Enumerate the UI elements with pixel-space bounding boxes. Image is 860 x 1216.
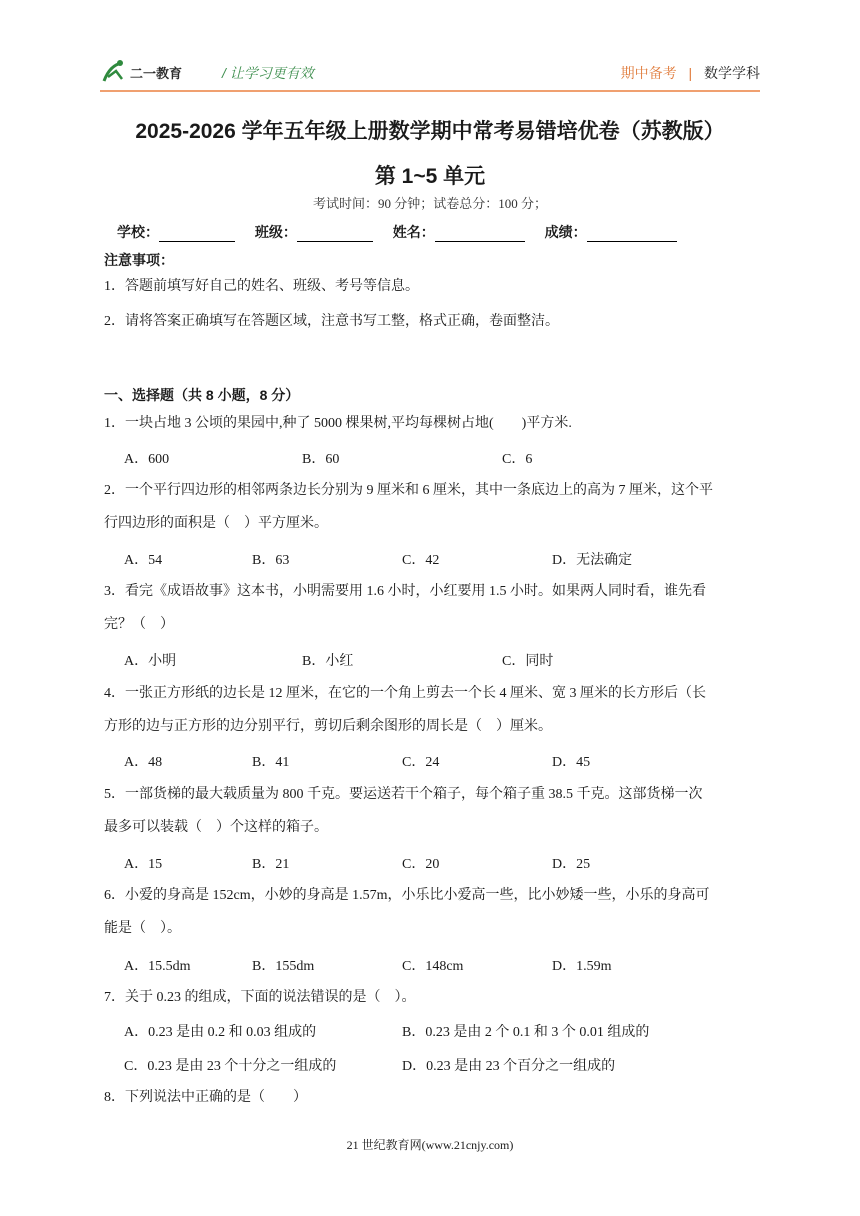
- question-2-cont: 行四边形的面积是（ ）平方厘米。: [104, 516, 328, 531]
- q3-option-a[interactable]: A．小明: [124, 654, 177, 669]
- score-label: 成绩：: [544, 224, 587, 240]
- q6-option-c[interactable]: C．148cm: [402, 959, 464, 974]
- paper-title: 2025-2026 学年五年级上册数学期中常考易错培优卷（苏教版）: [135, 120, 725, 143]
- q5-option-b[interactable]: B．21: [252, 857, 290, 872]
- paper-subtitle: 第 1~5 单元: [374, 165, 486, 188]
- note-item: 2．请将答案正确填写在答题区域，注意书写工整，格式正确，卷面整洁。: [104, 314, 559, 329]
- school-blank[interactable]: [159, 227, 235, 242]
- tag-separator: |: [688, 65, 693, 81]
- class-label: 班级：: [254, 224, 297, 240]
- name-blank[interactable]: [435, 227, 525, 242]
- name-label: 姓名：: [392, 224, 435, 240]
- q7-option-a[interactable]: A．0.23 是由 0.2 和 0.03 组成的: [124, 1025, 317, 1040]
- question-4: 4．一张正方形纸的边长是 12 厘米，在它的一个角上剪去一个长 4 厘米、宽 3 厘米的长方形后（长: [104, 686, 706, 701]
- q1-option-c[interactable]: C．6: [502, 452, 533, 467]
- header-tags: [621, 63, 760, 83]
- header-divider: [100, 90, 760, 92]
- q5-option-c[interactable]: C．20: [402, 857, 440, 872]
- page-header: [100, 55, 760, 95]
- class-blank[interactable]: [297, 227, 373, 242]
- q5-option-d[interactable]: D．25: [552, 857, 591, 872]
- note-item: 1．答题前填写好自己的姓名、班级、考号等信息。: [104, 279, 419, 294]
- q7-option-d[interactable]: D．0.23 是由 23 个百分之一组成的: [402, 1059, 616, 1074]
- q3-option-c[interactable]: C．同时: [502, 654, 554, 669]
- q7-option-b[interactable]: B．0.23 是由 2 个 0.1 和 3 个 0.01 组成的: [402, 1025, 650, 1040]
- question-6: 6．小爱的身高是 152cm，小妙的身高是 1.57m，小乐比小爱高一些，比小妙矮一些，小乐的身高可: [104, 888, 710, 903]
- logo-text: 二一教育: [130, 67, 183, 82]
- q3-option-b[interactable]: B．小红: [302, 654, 354, 669]
- q4-option-c[interactable]: C．24: [402, 755, 440, 770]
- slogan: / 让学习更有效: [222, 65, 314, 81]
- score-blank[interactable]: [587, 227, 677, 242]
- student-info: [117, 222, 693, 242]
- question-3: 3．看完《成语故事》这本书，小明需要用 1.6 小时，小红要用 1.5 小时。如果两人同时看，谁先看: [104, 584, 706, 599]
- question-4-cont: 方形的边与正方形的边分别平行，剪切后剩余图形的周长是（ ）厘米。: [104, 719, 552, 734]
- school-label: 学校：: [117, 224, 159, 240]
- question-1: 1．一块占地 3 公顷的果园中,种了 5000 棵果树,平均每棵树占地( )平方米.: [104, 416, 572, 431]
- q7-option-c[interactable]: C．0.23 是由 23 个十分之一组成的: [124, 1059, 337, 1074]
- page-footer: 21 世纪教育网(www.21cnjy.com): [346, 1138, 514, 1152]
- q2-option-c[interactable]: C．42: [402, 553, 440, 568]
- section-title: 一、选择题（共 8 小题，8 分）: [104, 387, 300, 403]
- tag-exam: 期中备考: [620, 65, 677, 81]
- q2-option-a[interactable]: A．54: [124, 553, 163, 568]
- question-5: 5．一部货梯的最大载质量为 800 千克。要运送若干个箱子，每个箱子重 38.5 千克。这部货梯一次: [104, 787, 703, 802]
- logo-icon: [100, 57, 210, 87]
- q1-option-b[interactable]: B．60: [302, 452, 340, 467]
- q4-option-d[interactable]: D．45: [552, 755, 591, 770]
- q4-option-b[interactable]: B．41: [252, 755, 290, 770]
- question-2: 2．一个平行四边形的相邻两条边长分别为 9 厘米和 6 厘米，其中一条底边上的高为 7 厘米，这个平: [104, 483, 713, 498]
- question-7: 7．关于 0.23 的组成，下面的说法错误的是（ ）。: [104, 990, 416, 1005]
- q6-option-a[interactable]: A．15.5dm: [124, 959, 191, 974]
- q1-option-a[interactable]: A．600: [124, 452, 170, 467]
- question-8: 8．下列说法中正确的是（ ）: [104, 1090, 307, 1105]
- question-3-cont: 完？（ ）: [104, 617, 174, 632]
- tag-subject: 数学学科: [704, 65, 760, 81]
- q6-option-d[interactable]: D．1.59m: [552, 959, 612, 974]
- q6-option-b[interactable]: B．155dm: [252, 959, 315, 974]
- question-5-cont: 最多可以装载（ ）个这样的箱子。: [104, 820, 328, 835]
- q5-option-a[interactable]: A．15: [124, 857, 163, 872]
- notes-title: 注意事项：: [104, 252, 174, 268]
- q4-option-a[interactable]: A．48: [124, 755, 163, 770]
- q2-option-d[interactable]: D．无法确定: [552, 553, 633, 568]
- exam-meta: 考试时间：90 分钟；试卷总分：100 分；: [312, 196, 547, 211]
- q2-option-b[interactable]: B．63: [252, 553, 290, 568]
- question-6-cont: 能是（ ）。: [104, 921, 181, 936]
